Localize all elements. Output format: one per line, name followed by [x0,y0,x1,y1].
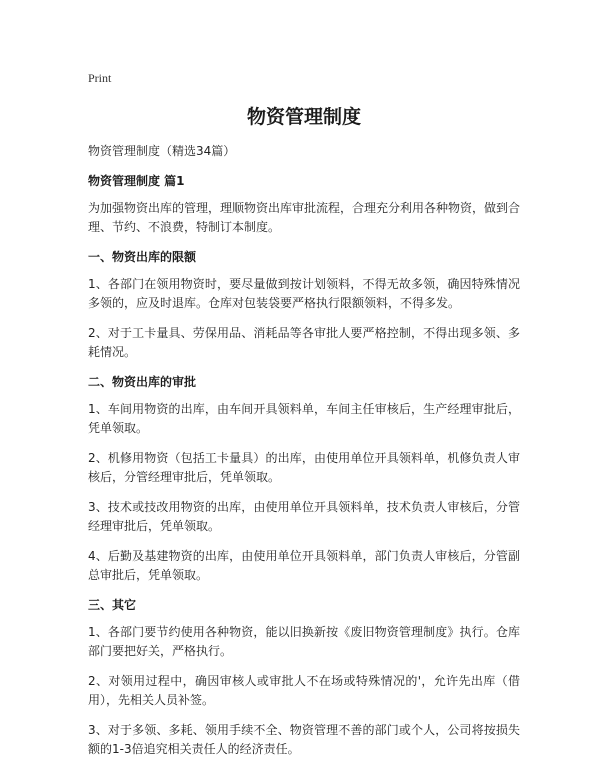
paragraph: 2、对领用过程中，确因审核人或审批人不在场或特殊情况的'，允许先出库（借用），先相关人员补签。 [88,674,520,707]
paragraph: 4、后勤及基建物资的出库，由使用单位开具领料单，部门负责人审核后，分管副总审批后，凭单领取。 [88,549,520,582]
article-heading: 物资管理制度 篇1 [88,174,185,188]
print-link[interactable]: Print [88,71,112,85]
intro-paragraph: 为加强物资出库的管理，理顺物资出库审批流程，合理充分利用各种物资，做到合理、节约、不浪费，特制订本制度。 [88,201,521,234]
section-heading-limits: 一、物资出库的限额 [88,250,197,264]
document-subtitle: 物资管理制度（精选34篇） [88,144,236,158]
paragraph: 3、对于多领、多耗、领用手续不全、物资管理不善的部门或个人，公司将按损失额的1-3倍追究相关责任人的经济责任。 [88,723,520,756]
paragraph: 2、对于工卡量具、劳保用品、消耗品等各审批人要严格控制，不得出现多领、多耗情况。 [88,326,520,359]
paragraph: 2、机修用物资（包括工卡量具）的出库，由使用单位开具领料单，机修负责人审核后，分管经理审批后，凭单领取。 [88,451,520,484]
paragraph: 1、各部门要节约使用各种物资，能以旧换新按《废旧物资管理制度》执行。仓库部门要把好关，严格执行。 [88,625,520,658]
paragraph: 1、各部门在领用物资时，要尽量做到按计划领料，不得无故多领，确因特殊情况多领的，应及时退库。仓库对包装袋要严格执行限额领料，不得多发。 [88,277,520,310]
paragraph: 3、技术或技改用物资的出库，由使用单位开具领料单，技术负责人审核后，分管经理审批后，凭单领取。 [88,500,520,533]
page-title: 物资管理制度 [246,106,361,128]
document-page [88,70,520,770]
section-heading-other: 三、其它 [88,598,137,612]
paragraph: 1、车间用物资的出库，由车间开具领料单，车间主任审核后，生产经理审批后，凭单领取。 [88,402,520,435]
section-heading-approval: 二、物资出库的审批 [88,375,197,389]
